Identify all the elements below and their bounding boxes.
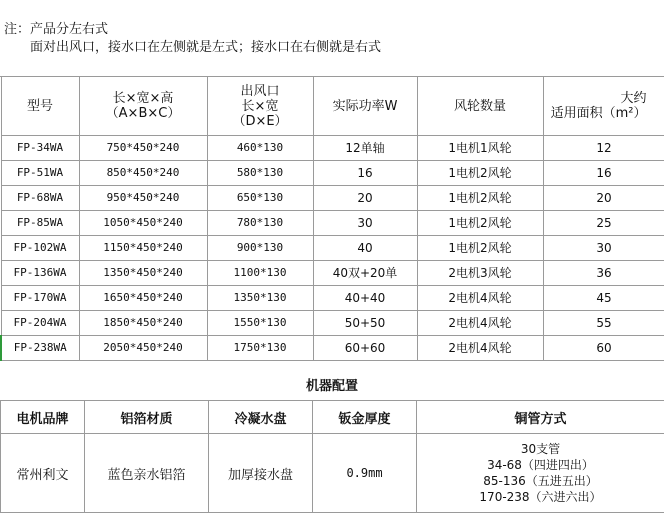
cell-area: 20 [543,186,664,211]
cell-outlet: 1550*130 [207,311,313,336]
cell-model: FP-85WA [1,211,79,236]
cell-dimensions: 1050*450*240 [79,211,207,236]
header-power: 实际功率W [313,77,417,136]
table-row [1,161,664,186]
header-motor-brand: 电机品牌 [1,401,85,434]
header-dimensions-line2: （A×B×C） [105,106,181,121]
piping-line: 170-238（六进六出） [479,490,602,504]
cell-dimensions: 1850*450*240 [79,311,207,336]
header-outlet-line2: 长×宽 [241,98,279,114]
cell-power: 60+60 [313,336,417,361]
cell-power: 30 [313,211,417,236]
cell-dimensions: 850*450*240 [79,161,207,186]
note-line-2: 面对出风口，接水口在左侧就是左式；接水口在右侧就是右式 [30,40,382,55]
cell-dimensions: 750*450*240 [79,136,207,161]
cell-fans: 1电机2风轮 [417,161,543,186]
cell-power: 20 [313,186,417,211]
table-row [1,236,664,261]
cell-fans: 1电机2风轮 [417,186,543,211]
piping-line: 34-68（四进四出） [487,458,594,472]
cell-power: 50+50 [313,311,417,336]
header-area-line1: 大约 [620,91,647,106]
config-header-row [1,401,664,434]
cell-model: FP-102WA [1,236,79,261]
product-note [0,0,664,77]
cell-area: 36 [543,261,664,286]
table-row [1,211,664,236]
table-row [1,186,664,211]
table-row [1,336,664,361]
piping-line: 30支管 [520,442,561,456]
value-piping [417,434,664,513]
value-motor-brand: 常州利文 [1,434,85,513]
cell-fans: 1电机2风轮 [417,236,543,261]
cell-power: 16 [313,161,417,186]
table-row [1,136,664,161]
cell-model: FP-238WA [1,336,79,361]
header-dimensions [79,77,207,136]
cell-outlet: 780*130 [207,211,313,236]
header-drain-pan: 冷凝水盘 [209,401,313,434]
cell-model: FP-136WA [1,261,79,286]
header-piping: 铜管方式 [417,401,664,434]
cell-area: 16 [543,161,664,186]
cell-dimensions: 1350*450*240 [79,261,207,286]
cell-power: 40+40 [313,286,417,311]
header-outlet [207,77,313,136]
cell-dimensions: 1650*450*240 [79,286,207,311]
cell-power: 12单轴 [313,136,417,161]
cell-area: 55 [543,311,664,336]
cell-model: FP-51WA [1,161,79,186]
table-row [1,286,664,311]
cell-fans: 1电机2风轮 [417,211,543,236]
config-title: 机器配置 [305,379,358,394]
header-area [543,77,664,136]
header-sheet-thickness: 钣金厚度 [313,401,417,434]
header-foil-material: 铝箔材质 [85,401,209,434]
cell-power: 40双+20单 [313,261,417,286]
cell-area: 12 [543,136,664,161]
cell-outlet: 580*130 [207,161,313,186]
cell-fans: 1电机1风轮 [417,136,543,161]
cell-power: 40 [313,236,417,261]
cell-dimensions: 2050*450*240 [79,336,207,361]
cell-outlet: 900*130 [207,236,313,261]
value-foil-material: 蓝色亲水铝箔 [85,434,209,513]
cell-area: 45 [543,286,664,311]
cell-outlet: 650*130 [207,186,313,211]
cell-fans: 2电机4风轮 [417,311,543,336]
cell-fans: 2电机4风轮 [417,336,543,361]
spec-header-row [1,77,664,136]
cell-model: FP-34WA [1,136,79,161]
config-table [0,400,664,513]
cell-outlet: 1350*130 [207,286,313,311]
piping-line: 85-136（五进五出） [483,474,598,488]
header-fans: 风轮数量 [417,77,543,136]
cell-model: FP-170WA [1,286,79,311]
header-outlet-line3: （D×E） [232,113,288,129]
note-line-1: 注：产品分左右式 [4,22,109,37]
header-outlet-line1: 出风口 [240,83,280,99]
cell-fans: 2电机3风轮 [417,261,543,286]
table-row [1,261,664,286]
cell-outlet: 1750*130 [207,336,313,361]
piping-lines [417,441,664,505]
cell-model: FP-204WA [1,311,79,336]
spec-table [0,76,664,361]
cell-dimensions: 950*450*240 [79,186,207,211]
config-value-row [1,434,664,513]
cell-dimensions: 1150*450*240 [79,236,207,261]
table-row [1,311,664,336]
header-dimensions-line1: 长×宽×高 [112,91,174,106]
cell-model: FP-68WA [1,186,79,211]
cell-area: 25 [543,211,664,236]
cell-fans: 2电机4风轮 [417,286,543,311]
header-model: 型号 [1,77,79,136]
header-area-line2: 适用面积（m²） [550,106,647,121]
value-sheet-thickness: 0.9mm [313,434,417,513]
cell-area: 30 [543,236,664,261]
cell-outlet: 1100*130 [207,261,313,286]
value-drain-pan: 加厚接水盘 [209,434,313,513]
cell-outlet: 460*130 [207,136,313,161]
cell-area: 60 [543,336,664,361]
